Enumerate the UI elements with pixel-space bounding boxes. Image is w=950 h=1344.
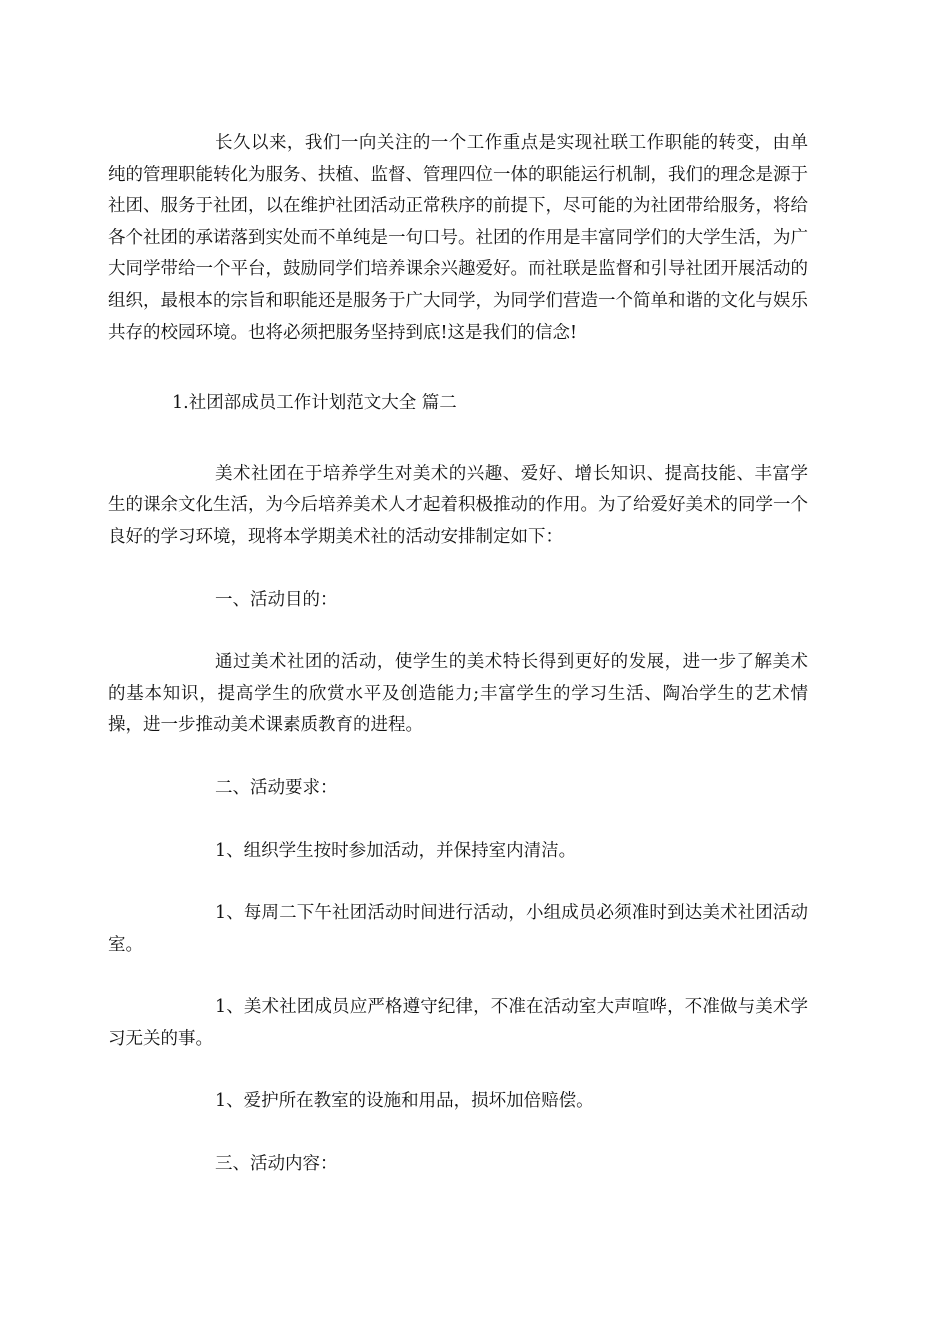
goal-paragraph: 通过美术社团的活动，使学生的美术特长得到更好的发展，进一步了解美术的基本知识，提高学生的欣赏水平及创造能力;丰富学生的学习生活、陶冶学生的艺术情操，进一步推动美术课素质教育的进程。	[108, 652, 808, 736]
requirement-item: 1、每周二下午社团活动时间进行活动，小组成员必须准时到达美术社团活动室。	[108, 903, 808, 955]
section-heading: 1.社团部成员工作计划范文大全 篇二	[172, 393, 457, 414]
requirement-item: 1、美术社团成员应严格遵守纪律，不准在活动室大声喧哗，不准做与美术学习无关的事。	[108, 997, 808, 1049]
requirement-item: 1、组织学生按时参加活动，并保持室内清洁。	[215, 840, 577, 861]
content-heading: 三、活动内容：	[215, 1154, 338, 1175]
intro-paragraph: 长久以来，我们一向关注的一个工作重点是实现社联工作职能的转变，由单纯的管理职能转化为服务、扶植、监督、管理四位一体的职能运行机制，我们的理念是源于社团、服务于社团，以在维护社团活动正常秩序的前提下，尽可能的为社团带给服务，将给各个社团的承诺落到实处而不单纯是一句口号。社团的作用是丰富同学们的大学生活，为广大同学带给一个平台，鼓励同学们培养课余兴趣爱好。而社联是监督和引导社团开展活动的组织，最根本的宗旨和职能还是服务于广大同学，为同学们营造一个简单和谐的文化与娱乐共存的校园环境。也将必须把服务坚持到底!这是我们的信念!	[108, 133, 808, 343]
document-page	[108, 128, 808, 1181]
requirement-item: 1、爱护所在教室的设施和用品，损坏加倍赔偿。	[215, 1091, 594, 1112]
art-intro-paragraph: 美术社团在于培养学生对美术的兴趣、爱好、增长知识、提高技能、丰富学生的课余文化生活，为今后培养美术人才起着积极推动的作用。为了给爱好美术的同学一个良好的学习环境，现将本学期美术社的活动安排制定如下：	[108, 463, 808, 547]
goal-heading: 一、活动目的：	[215, 589, 338, 610]
requirements-heading: 二、活动要求：	[215, 777, 338, 798]
